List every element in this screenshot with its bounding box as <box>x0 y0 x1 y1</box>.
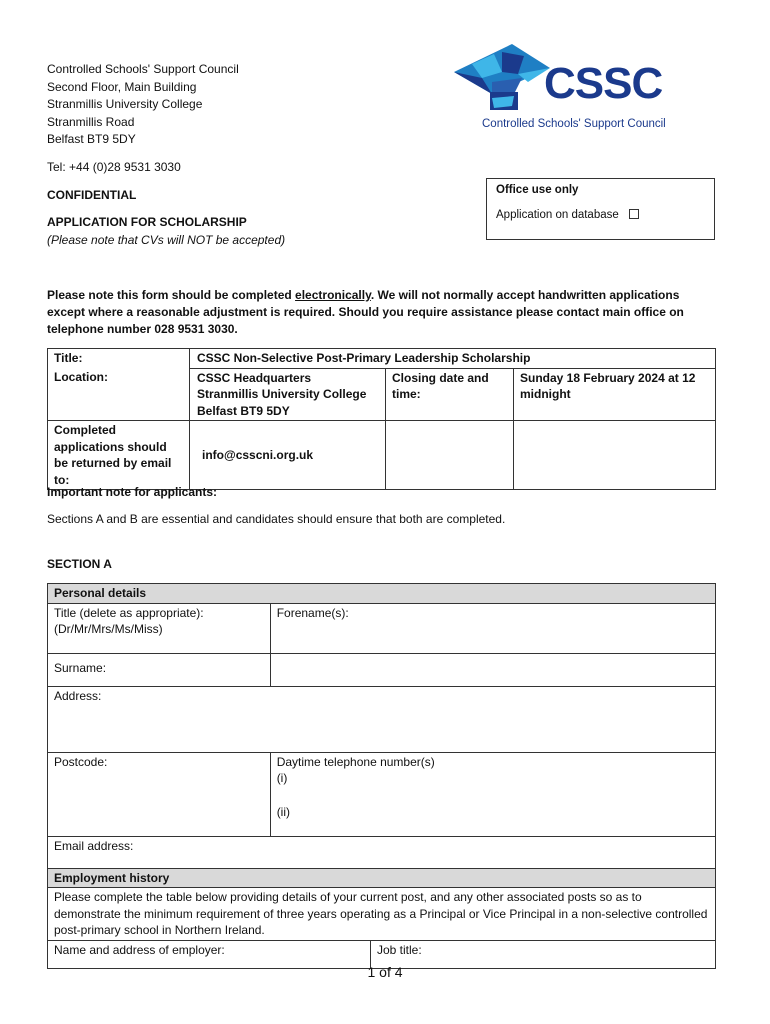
location-line: Stranmillis University College <box>197 387 367 401</box>
important-heading: Important note for applicants: <box>47 485 218 499</box>
location-line: CSSC Headquarters <box>197 370 312 385</box>
office-use-label: Application on database <box>496 209 619 221</box>
surname-label: Surname: <box>48 653 271 686</box>
address-line: Stranmillis University College <box>47 97 203 111</box>
logo-text: CSSC <box>544 59 663 108</box>
cssc-logo <box>452 42 666 134</box>
surname-input[interactable] <box>270 653 715 686</box>
forename-label: Forename(s): <box>276 605 349 620</box>
address-line: Belfast BT9 5DY <box>47 132 136 146</box>
forename-field[interactable] <box>270 603 715 653</box>
job-title-label: Job title: <box>377 942 422 957</box>
notice-text-2: . We will not normally accept handwritten applications except where a reasonable adjustment is required. Should you require assistance please contact main office on telephone number 028 9531 3030. <box>47 288 684 336</box>
email-label: Email address: <box>54 838 134 853</box>
email-field[interactable] <box>48 836 716 868</box>
title-options: (Dr/Mr/Mrs/Ms/Miss) <box>54 622 163 636</box>
electronic-notice <box>47 287 717 338</box>
personal-details-table <box>47 583 716 969</box>
title-field[interactable] <box>48 603 271 653</box>
logo-mosaic-icon <box>452 42 552 114</box>
address-block <box>47 61 239 149</box>
closing-value: Sunday 18 February 2024 at 12 midnight <box>514 368 716 421</box>
address-field[interactable] <box>48 686 716 752</box>
form-title: APPLICATION FOR SCHOLARSHIP <box>47 215 247 229</box>
closing-label: Closing date and time: <box>386 368 514 421</box>
form-note: (Please note that CVs will NOT be accepted) <box>47 233 286 247</box>
return-email[interactable]: info@csscni.org.uk <box>190 421 386 490</box>
location-value <box>190 368 386 421</box>
location-label: Location: <box>48 368 190 421</box>
empty-cell <box>514 421 716 490</box>
logo-subtitle: Controlled Schools' Support Council <box>482 118 666 130</box>
title-label: Title: <box>48 349 190 369</box>
important-text: Sections A and B are essential and candidates should ensure that both are completed. <box>47 512 506 526</box>
empty-cell <box>386 421 514 490</box>
office-use-title: Office use only <box>496 184 579 196</box>
employment-text: Please complete the table below providing details of your current post, and any other associated posts so as to demonstrate the minimum requirement of three years operating as a Principal or Vice Principal in a non-selective controlled post-primary school in Northern Ireland. <box>48 888 716 941</box>
page-number: 1 of 4 <box>367 964 403 980</box>
title-field-label: Title (delete as appropriate): <box>54 605 204 620</box>
scholarship-title: CSSC Non-Selective Post-Primary Leadership Scholarship <box>190 349 716 369</box>
section-a-heading: SECTION A <box>47 557 112 571</box>
phone-field[interactable] <box>270 752 715 836</box>
phone-i-label: (i) <box>276 771 288 785</box>
phone-label: Daytime telephone number(s) <box>276 754 435 769</box>
scholarship-info-table <box>47 348 716 490</box>
postcode-field[interactable] <box>48 752 271 836</box>
address-line: Controlled Schools' Support Council <box>47 62 239 76</box>
office-use-row <box>496 209 639 221</box>
database-checkbox[interactable] <box>629 209 639 219</box>
postcode-label: Postcode: <box>54 754 108 769</box>
notice-underlined: electronically <box>295 288 371 302</box>
notice-text-1: Please note this form should be completed <box>47 288 296 302</box>
telephone: Tel: +44 (0)28 9531 3030 <box>47 160 181 174</box>
office-use-box <box>486 178 715 240</box>
address-line: Stranmillis Road <box>47 114 135 129</box>
return-label: Completed applications should be returned by email to: <box>48 421 190 490</box>
address-line: Second Floor, Main Building <box>47 79 197 94</box>
confidential-label: CONFIDENTIAL <box>47 188 137 202</box>
location-line: Belfast BT9 5DY <box>197 403 290 418</box>
address-label: Address: <box>54 688 102 703</box>
phone-ii-label: (ii) <box>276 804 291 819</box>
employer-label: Name and address of employer: <box>54 942 225 957</box>
employment-history-header: Employment history <box>48 868 716 888</box>
personal-details-header: Personal details <box>48 584 716 604</box>
